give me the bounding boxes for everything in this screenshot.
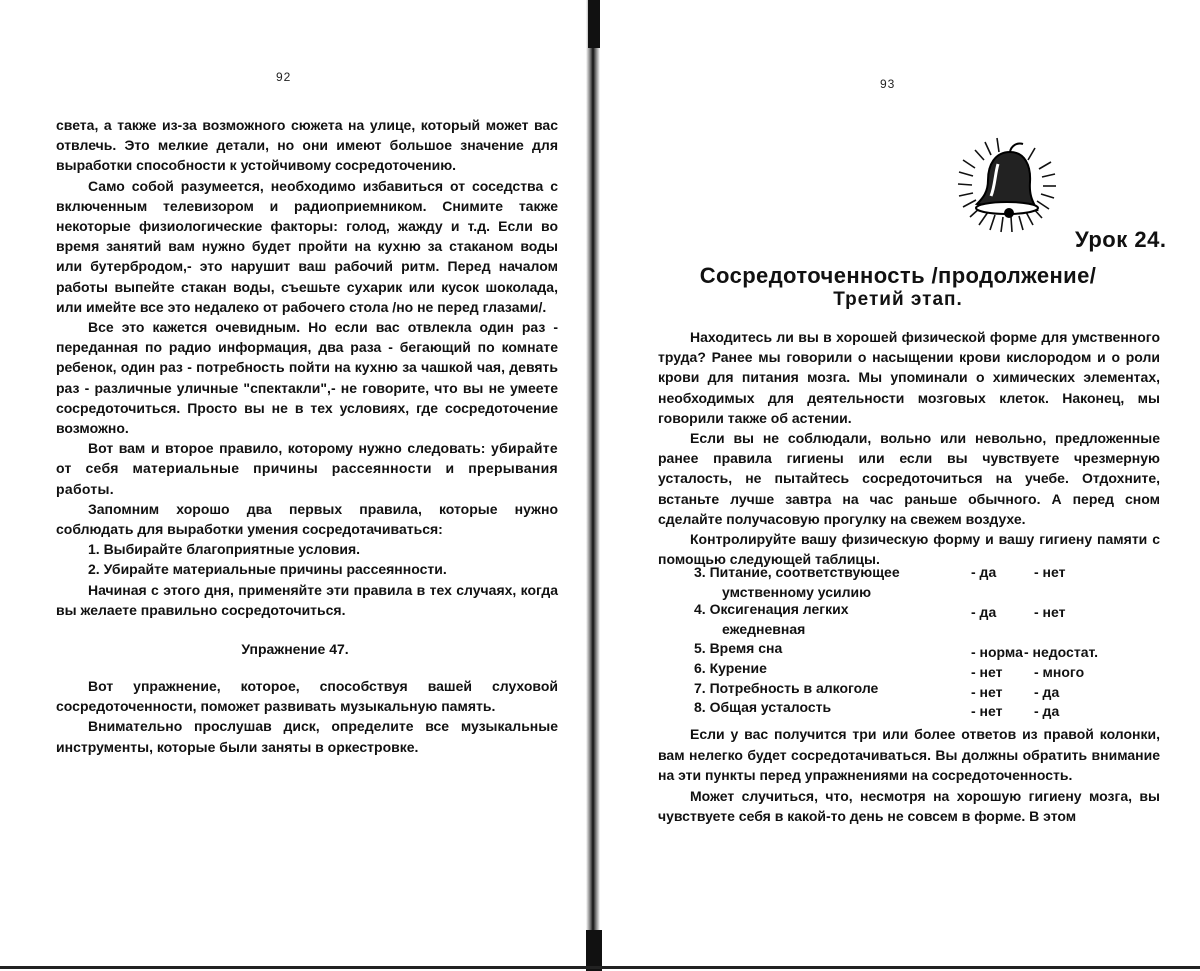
table-option-right: - нет [1034, 564, 1066, 580]
table-option-left: - нет [971, 664, 1003, 680]
table-item-cont: умственному усилию [722, 584, 872, 600]
left-body-text [56, 115, 558, 620]
exercise-text [56, 676, 558, 757]
right-body-text [658, 327, 1160, 569]
table-item: 4. Оксигенация легких [694, 601, 849, 617]
table-option-right: - да [1034, 703, 1060, 719]
paragraph: Вот упражнение, которое, способствуя вашей слуховой сосредоточенности, поможет развивать музыкальную память. [56, 678, 558, 715]
rule-item: 2. Убирайте материальные причины рассеянности. [88, 561, 447, 578]
table-item: 8. Общая усталость [694, 699, 832, 715]
paragraph: Начиная с этого дня, применяйте эти правила в тех случаях, когда вы желаете правильно сосредоточиться. [56, 581, 558, 618]
paragraph: света, а также из-за возможного сюжета на улице, который может вас отвлечь. Это мелкие детали, но они имеют большое значение для выработки способности к устойчивому сосредоточению. [56, 117, 558, 174]
rule-paragraph [56, 438, 558, 499]
paragraph: Все это кажется очевидным. Но если вас отвлекла один раз - переданная по радио информация, два раза - бегающий по комнате ребенок, один раз - потребность пойти на кухню за чашкой чая, девять раз - различные уличные "спектакли",- не говорите, что вы не умеете сосредоточиться. Просто вы не в тех условиях, где сосредоточение возможно. [56, 319, 558, 437]
paragraph: Контролируйте вашу физическую форму и вашу гигиену памяти с помощью следующей таблицы. [658, 531, 1160, 568]
table-option-right: - нет [1034, 604, 1066, 620]
table-item-cont: ежедневная [722, 621, 806, 637]
table-option-left: - да [971, 604, 997, 620]
lesson-label: Урок 24. [1075, 227, 1167, 252]
table-option-left: - нет [971, 703, 1003, 719]
table-option-right: - много [1034, 664, 1085, 680]
right-closing-text [658, 724, 1160, 827]
paragraph: Находитесь ли вы в хорошей физической форме для умственного труда? Ранее мы говорили о насыщении крови кислородом и о роли крови для питания мозга. Мы упоминали о химических элементах, необходимых для деятельности мозговых клеток. Наконец, мы говорили также об астении. [658, 329, 1160, 426]
table-option-right: - недостат. [1024, 644, 1098, 660]
rule-emphasis: убирайте от себя материальные причины рассеянности и прерывания работы. [56, 440, 559, 497]
paragraph: Запомним хорошо два первых правила, которые нужно соблюдать для выработки умения сосредотачиваться: [56, 500, 558, 538]
paragraph: Внимательно прослушав диск, определите все музыкальные инструменты, которые были заняты в оркестровке. [56, 718, 558, 755]
table-option-right: - да [1034, 684, 1060, 700]
table-item: 7. Потребность в алкоголе [694, 680, 879, 696]
table-item: 5. Время сна [694, 640, 783, 656]
rule-intro: Вот вам и второе правило, которому нужно следовать: [88, 440, 486, 457]
bell-icon [955, 130, 1065, 235]
paragraph: Само собой разумеется, необходимо избавиться от соседства с включенным телевизором и радиоприемником. Снимите также некоторые физиологические факторы: голод, жажду и т.д. Если во время занятий вам нужно будет пройти на кухню за стаканом воды или бутербродом,- это нарушит ваш рабочий ритм. Перед началом работы выпейте стакан воды, съешьте сухарик или кусок шоколада, или имейте все это недалеко от рабочего стола /но не перед глазами/. [56, 177, 558, 315]
table-row-continuation [722, 621, 805, 637]
table-option-left: - да [971, 564, 997, 580]
paragraph: Если вы не соблюдали, вольно или невольно, предложенные ранее правила гигиены или если вы чувствуете чрезмерную усталость, не пытайтесь сосредоточиться на учебе. Отдохните, встаньте лучше завтра на час раньше обычного. А перед сном сделайте получасовую прогулку на свежем воздухе. [658, 430, 1160, 527]
table-item: 6. Курение [694, 660, 767, 676]
chapter-subtitle: Третий этап. [833, 289, 963, 310]
rule-item: 1. Выбирайте благоприятные условия. [88, 541, 361, 558]
chapter-title: Сосредоточенность /продолжение/ [699, 263, 1097, 288]
left-page [0, 0, 590, 971]
table-option-left: - нет [971, 684, 1003, 700]
table-item: 3. Питание, соответствующее [694, 564, 900, 580]
paragraph: Если у вас получится три или более ответов из правой колонки, вам нелегко будет сосредотачиваться. Вы должны обратить внимание на эти пункты перед упражнениями на сосредоточенность. [658, 726, 1160, 783]
exercise-title: Упражнение 47. [241, 641, 349, 657]
table-row-continuation [722, 584, 871, 600]
page-number: 92 [276, 70, 292, 84]
paragraph: Может случиться, что, несмотря на хорошую гигиену мозга, вы чувствуете себя в какой-то день не совсем в форме. В этом [658, 787, 1160, 824]
page-number: 93 [880, 77, 896, 91]
table-option-left: - норма [971, 644, 1023, 660]
